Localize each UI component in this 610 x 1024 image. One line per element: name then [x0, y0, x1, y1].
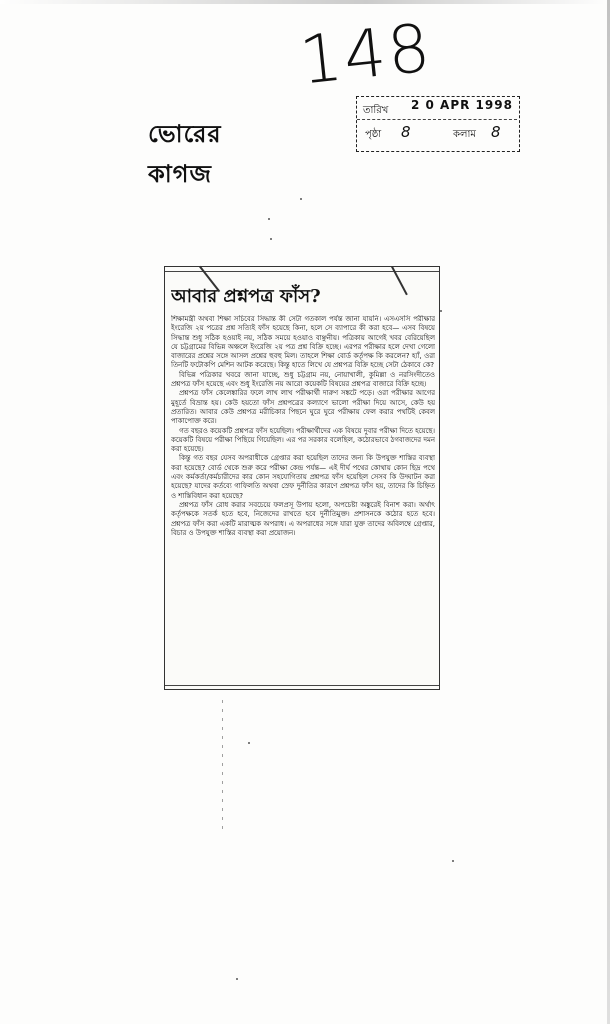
archive-stamp: [356, 96, 520, 152]
newspaper-masthead: ভোরের কাগজ: [148, 119, 222, 188]
scan-speck: [236, 978, 238, 980]
article-body: [171, 315, 435, 683]
handwritten-page-number: 148: [296, 9, 436, 100]
article-paragraph: প্রশ্নপত্র ফাঁস কেলেঙ্কারির ফলে লাখ লাখ পরীক্ষার্থী দারুণ সঙ্কটে পড়ে। ওরা পরীক্ষার আগের মুহূর্তে বিভ্রান্ত হয়। কেউ হয়তো ফাঁস প্রশ্নপত্রের কল্যাণে ভালো পরীক্ষা দিয়ে আসে, কেউ হয় প্রতারিত। আবার কেউ প্রশ্নপত্র মরীচিকার পিছনে ঘুরে ঘুরে পরীক্ষায় ফেল করার পথটিই কেবল পাকাপোক্ত করে।: [171, 389, 435, 426]
scan-speck: [440, 310, 442, 312]
scan-speck: [300, 198, 302, 200]
scan-speck: [268, 218, 270, 220]
article-headline: আবার প্রশ্নপত্র ফাঁস?: [171, 286, 321, 307]
scan-speck: [270, 238, 272, 240]
clipping-bottom-rule: [165, 685, 439, 686]
article-paragraph: প্রশ্নপত্র ফাঁস রোধ করার সবচেয়ে ফলপ্রসূ উপায় হলো, অপচেষ্টা অঙ্কুরেই বিনাশ করা। অর্থাৎ কর্তৃপক্ষকে সতর্ক হতে হবে, নিজেদের রাখতে হবে দুর্নীতিমুক্ত। প্রশাসনকে কঠোর হতে হবে। প্রশ্নপত্র ফাঁস করা একটি মারাত্মক অপরাধ। এ অপরাধের সঙ্গে যারা যুক্ত তাদের অবিলম্বে গ্রেপ্তার, বিচার ও উপযুক্ত শাস্তির ব্যবস্থা করা প্রয়োজন।: [171, 500, 435, 537]
stamp-date-label: তারিখ: [363, 105, 389, 116]
scan-artifact-line: [222, 700, 223, 830]
newspaper-clipping: [164, 266, 440, 690]
article-paragraph: বিভিন্ন পত্রিকার খবরে জানা যাচ্ছে, শুধু চট্টগ্রাম নয়, নোয়াখালী, কুমিল্লা ও নরসিংদীতেও প্রশ্নপত্র ফাঁস হয়েছে এবং শুধু ইংরেজি নয় আরো কয়েকটি বিষয়ের প্রশ্নপত্র বাজারে বিক্রি হচ্ছে।: [171, 370, 435, 389]
scan-speck: [452, 860, 454, 862]
stamp-column-label: কলাম: [453, 129, 476, 140]
scan-speck: [248, 742, 250, 744]
stamp-page-value: 8: [401, 123, 411, 141]
stamp-date: 2 0 APR 1998: [411, 98, 513, 112]
stamp-column-value: 8: [491, 123, 501, 141]
article-paragraph: শিক্ষামন্ত্রী অথবা শিক্ষা সচিবের সিদ্ধান্ত কী সেটা গতকাল পর্যন্ত জানা যায়নি। এসএসসি পরীক্ষার ইংরেজি ২য় পত্রের প্রশ্ন সত্যিই ফাঁস হয়েছে কিনা, হলে সে ব্যাপারে কী করা হবে— এসব বিষয়ে সিদ্ধান্ত শুধু সঠিক হওয়াই নয়, সঠিক সময়ে হওয়াও বাঞ্ছনীয়। পত্রিকায় আগেই খবর বেরিয়েছিল যে চট্টগ্রামের বিভিন্ন অঞ্চলে ইংরেজি ২য় পত্র প্রশ্ন বিক্রি হচ্ছে। এরপর পরীক্ষার হলে দেখা গেলো বাজারের প্রশ্নের সঙ্গে আসল প্রশ্নের হুবহু মিল। তাহলে শিক্ষা বোর্ড কর্তৃপক্ষ কি করলেন? হ্যাঁ, ওরা তিনটি ফটোকপি মেশিন আটক করেছে। কিন্তু হাতে লিখে যে প্রশ্নপত্র বিক্রি হচ্ছে সেটা ঠেকাবে কে?: [171, 315, 435, 370]
article-paragraph: কিন্তু গত বছর যেসব অপরাধীকে গ্রেপ্তার করা হয়েছিল তাদের জন্য কি উপযুক্ত শাস্তির ব্যবস্থা করা হয়েছে? বোর্ড থেকে শুরু করে পরীক্ষা কেন্দ্র পর্যন্ত— এই দীর্ঘ পথের কোথায় কোন ছিদ্র পথে এবং কর্মকর্তা/কর্মচারীদের কার কোন সহযোগিতায় প্রশ্নপত্র ফাঁস হয়েছিল সেসব কি উদ্ঘাটন করা হয়েছে? যাদের কর্তব্যে গাফিলতি অথবা স্রেফ দুর্নীতির কারণে প্রশ্নপত্র ফাঁস হয়, তাদের কি চিহ্নিত ও শাস্তিবিধান করা হয়েছে?: [171, 454, 435, 500]
stamp-divider: [357, 119, 517, 120]
article-paragraph: গত বছরও কয়েকটি প্রশ্নপত্র ফাঁস হয়েছিল। পরীক্ষার্থীদের এক বিষয়ে দুবার পরীক্ষা দিতে হয়েছে। কয়েকটি বিষয়ে পরীক্ষা পিছিয়ে গিয়েছিল। এর পর সরকার বলেছিল, কঠোরভাবে ঠগবাজদের দমন করা হয়েছে।: [171, 426, 435, 454]
stamp-page-label: পৃষ্ঠা: [365, 129, 382, 140]
top-edge-shadow: [0, 0, 610, 4]
